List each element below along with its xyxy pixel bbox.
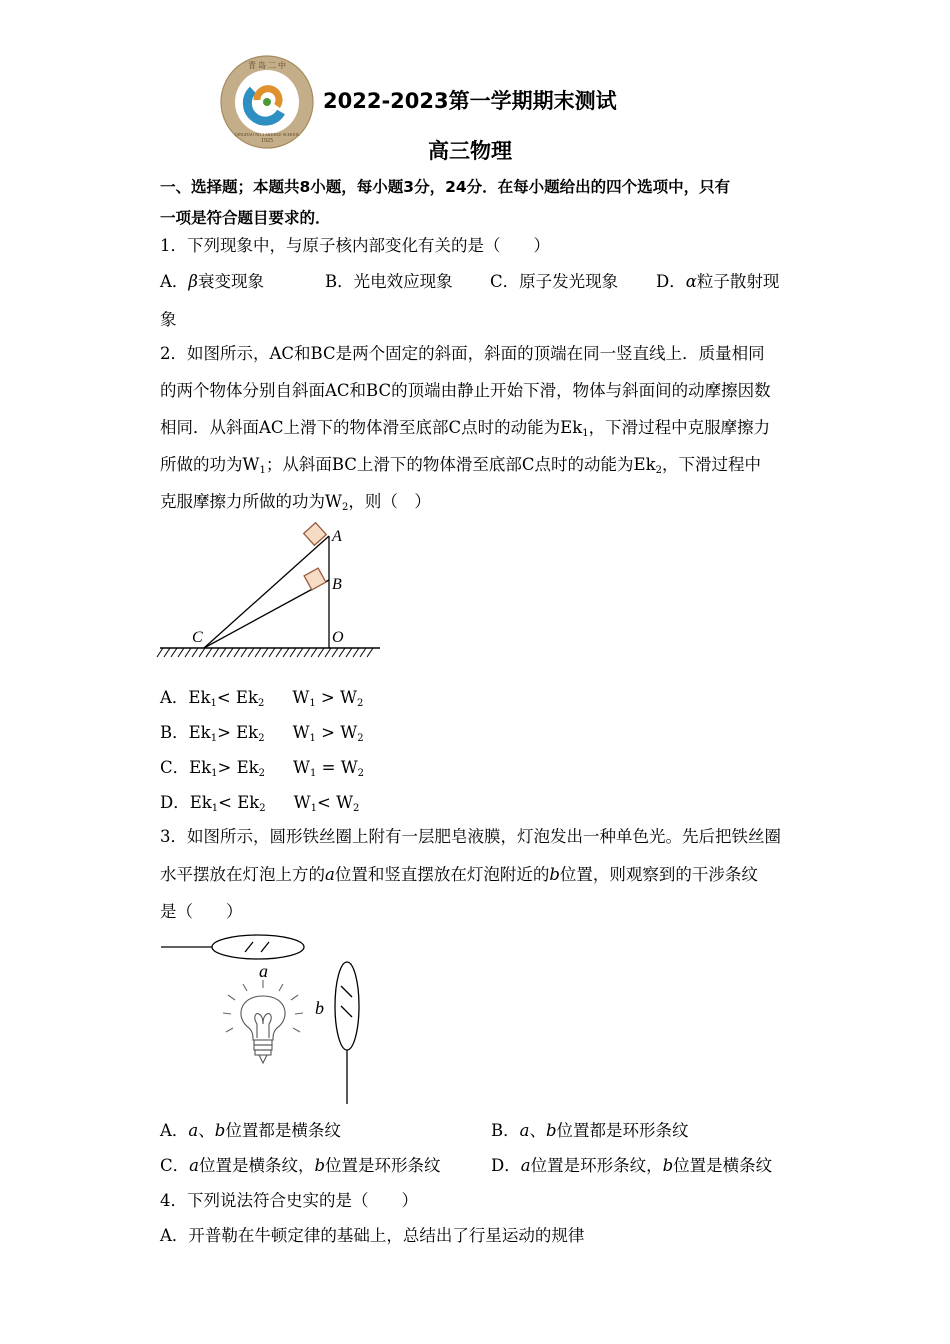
subscript: 1 [582, 428, 589, 439]
q2-line2: 的两个物体分别自斜面AC和BC的顶端由静止开始下滑，物体与斜面间的动摩擦因数 [160, 381, 771, 400]
text-run: 克服摩擦力所做的功为W [160, 492, 342, 511]
subscript: 2 [259, 803, 266, 814]
beta-symbol: β [188, 272, 198, 291]
subscript: 1 [210, 733, 218, 744]
option-letter: C． [160, 1156, 190, 1175]
subscript: 2 [257, 698, 265, 709]
hatch-mark [269, 648, 275, 657]
text-run: 位置是横条纹 [673, 1156, 773, 1175]
q2-line5 [160, 492, 431, 512]
hatch-mark [178, 648, 184, 657]
label-c: C [192, 629, 203, 646]
text-run: 位置都是环形条纹 [556, 1121, 689, 1140]
hatch-mark [353, 648, 359, 657]
hatch-mark [157, 648, 163, 657]
ground-hatching [157, 648, 380, 657]
q4-option-a: A．开普勒在牛顿定律的基础上，总结出了行星运动的规律 [160, 1226, 585, 1245]
subscript: 2 [655, 465, 662, 476]
q1-option-c [490, 272, 618, 292]
text-run: W [292, 723, 310, 742]
subscript: 2 [357, 733, 364, 744]
label-a: A [332, 528, 342, 545]
text-run: 水平摆放在灯泡上方的 [160, 865, 325, 884]
subscript: 1 [309, 733, 316, 744]
text-run: 相同．从斜面AC上滑下的物体滑至底部C点时的动能为Ek [160, 418, 583, 437]
text-run: < Ek [218, 793, 260, 812]
hatch-mark [339, 648, 345, 657]
text-run: W [293, 758, 311, 777]
wire-loop-b [335, 962, 359, 1050]
hatch-mark [234, 648, 240, 657]
italic-var: b [314, 1156, 326, 1175]
text-run: 位置，则观察到的干涉条纹 [559, 865, 758, 884]
text-run: > Ek [217, 758, 259, 777]
logo-ring-text-en: QINGDAO NO.2 MIDDLE SCHOOL [234, 132, 300, 137]
q1-option-a [160, 272, 264, 292]
option-text: 粒子散射现 [696, 272, 780, 291]
italic-var: b [549, 865, 560, 884]
incline-figure [155, 518, 387, 664]
hatch-mark [199, 648, 205, 657]
text-run: Ek [189, 793, 212, 812]
subscript: 2 [357, 768, 365, 779]
hatch-mark [311, 648, 317, 657]
hatch-mark [325, 648, 331, 657]
wire-loop-a [212, 935, 304, 959]
option-text: 光电效应现象 [353, 272, 453, 291]
text-run: 、 [198, 1121, 215, 1140]
text-run: > W [315, 723, 358, 742]
option-letter: A． [160, 1121, 189, 1140]
hatch-mark [255, 648, 261, 657]
text-run: = W [316, 758, 358, 777]
option-letter: B． [491, 1121, 520, 1140]
hatch-mark [332, 648, 338, 657]
hatch-mark [290, 648, 296, 657]
hatch-mark [241, 648, 247, 657]
hatch-mark [213, 648, 219, 657]
q3-option-c [160, 1156, 441, 1176]
slope-ac [204, 536, 329, 648]
subscript: 2 [353, 803, 360, 814]
text-run: 所做的功为W [160, 455, 260, 474]
q3-line1: 3．如图所示，圆形铁丝圈上附有一层肥皂液膜，灯泡发出一种单色光。先后把铁丝圈 [160, 827, 781, 846]
option-letter: B． [325, 272, 354, 291]
hatch-mark [276, 648, 282, 657]
option-letter: D． [491, 1156, 521, 1175]
text-run: 位置是横条纹， [198, 1156, 315, 1175]
label-a: a [259, 961, 268, 981]
hatch-mark [220, 648, 226, 657]
hatch-mark [297, 648, 303, 657]
subscript: 1 [259, 465, 266, 476]
label-o: O [332, 629, 344, 646]
italic-var: a [519, 1121, 530, 1140]
text-run: Ek [189, 758, 212, 777]
subscript: 1 [211, 768, 218, 779]
text-run: Ek [188, 723, 211, 742]
subscript: 2 [258, 768, 266, 779]
italic-var: a [325, 865, 335, 884]
italic-var: a [189, 1156, 199, 1175]
light-bulb-icon [223, 980, 303, 1063]
q3-line3: 是（ ） [160, 902, 243, 921]
hatch-mark [346, 648, 352, 657]
q1-option-b [325, 272, 453, 292]
text-run: W [292, 688, 310, 707]
label-b: b [315, 998, 324, 1018]
text-run: < W [317, 793, 354, 812]
school-logo [219, 54, 315, 150]
hatch-mark [367, 648, 373, 657]
text-run: < Ek [216, 688, 258, 707]
q3-option-b [491, 1121, 689, 1141]
subscript: 1 [310, 768, 317, 779]
hatch-mark [171, 648, 177, 657]
option-text: 原子发光现象 [519, 272, 619, 291]
alpha-symbol: α [685, 272, 697, 291]
block-on-bc [304, 568, 326, 590]
q2-line3 [160, 418, 770, 438]
logo-ring-text: 青 岛 二 中 [248, 61, 286, 70]
q2-option-b [160, 723, 364, 743]
q2-option-d [160, 793, 359, 813]
subscript: 1 [309, 698, 316, 709]
q3-option-d [491, 1156, 772, 1176]
text-run: ，下滑过程中 [661, 455, 761, 474]
q1-option-d-wrap: 象 [160, 310, 177, 329]
italic-var: b [545, 1121, 557, 1140]
hatch-mark [262, 648, 268, 657]
q3-option-a [160, 1121, 341, 1141]
exam-subject: 高三物理 [428, 139, 512, 163]
text-run: ，则（ ） [348, 492, 431, 511]
q2-line1: 2．如图所示，AC和BC是两个固定的斜面，斜面的顶端在同一竖直线上．质量相同 [160, 344, 765, 363]
subscript: 2 [341, 502, 349, 513]
section-heading-line2: 一项是符合题目要求的． [160, 209, 331, 227]
text-run: W [293, 793, 311, 812]
option-letter: A． [160, 272, 189, 291]
subscript: 2 [258, 733, 265, 744]
option-letter: C． [160, 758, 190, 777]
slope-bc [204, 580, 329, 648]
soap-film-figure [155, 928, 375, 1106]
text-run: ；从斜面BC上滑下的物体滑至底部C点时的动能为Ek [265, 455, 656, 474]
hatch-mark [185, 648, 191, 657]
hatch-mark [164, 648, 170, 657]
text-run: ，下滑过程中克服摩擦力 [588, 418, 771, 437]
text-run: 位置都是横条纹 [225, 1121, 341, 1140]
option-letter: D． [160, 793, 190, 812]
option-letter: C． [490, 272, 520, 291]
q1-stem: 1．下列现象中，与原子核内部变化有关的是（ ） [160, 236, 550, 255]
hatch-mark [206, 648, 212, 657]
text-run: > Ek [217, 723, 259, 742]
hatch-mark [360, 648, 366, 657]
italic-var: b [214, 1121, 226, 1140]
italic-var: a [188, 1121, 199, 1140]
q1-option-d [656, 272, 779, 292]
subscript: 2 [356, 698, 364, 709]
section-heading-line1: 一、选择题；本题共8小题，每小题3分，24分．在每小题给出的四个选项中，只有 [160, 178, 731, 196]
option-letter: D． [656, 272, 686, 291]
hatch-mark [304, 648, 310, 657]
label-b: B [332, 576, 342, 593]
option-text: 衰变现象 [197, 272, 264, 291]
logo-year: 1925 [261, 138, 273, 144]
text-run: > W [315, 688, 357, 707]
q2-line4 [160, 455, 761, 475]
italic-var: a [520, 1156, 531, 1175]
q2-option-a [160, 688, 363, 708]
option-letter: B． [160, 723, 189, 742]
hatch-mark [227, 648, 233, 657]
italic-var: b [662, 1156, 674, 1175]
q3-line2 [160, 865, 758, 885]
exam-title: 2022-2023第一学期期末测试 [323, 89, 617, 113]
text-run: 位置是环形条纹 [325, 1156, 441, 1175]
text-run: Ek [188, 688, 211, 707]
hatch-mark [318, 648, 324, 657]
hatch-mark [283, 648, 289, 657]
option-letter: A． [160, 688, 189, 707]
text-run: 、 [529, 1121, 546, 1140]
subscript: 1 [310, 803, 317, 814]
subscript: 1 [211, 803, 219, 814]
hatch-mark [248, 648, 254, 657]
text-run: 位置是环形条纹， [530, 1156, 663, 1175]
hatch-mark [192, 648, 198, 657]
q2-option-c [160, 758, 364, 778]
q4-stem: 4．下列说法符合史实的是（ ） [160, 1191, 418, 1210]
text-run: 位置和竖直摆放在灯泡附近的 [334, 865, 550, 884]
subscript: 1 [210, 698, 217, 709]
